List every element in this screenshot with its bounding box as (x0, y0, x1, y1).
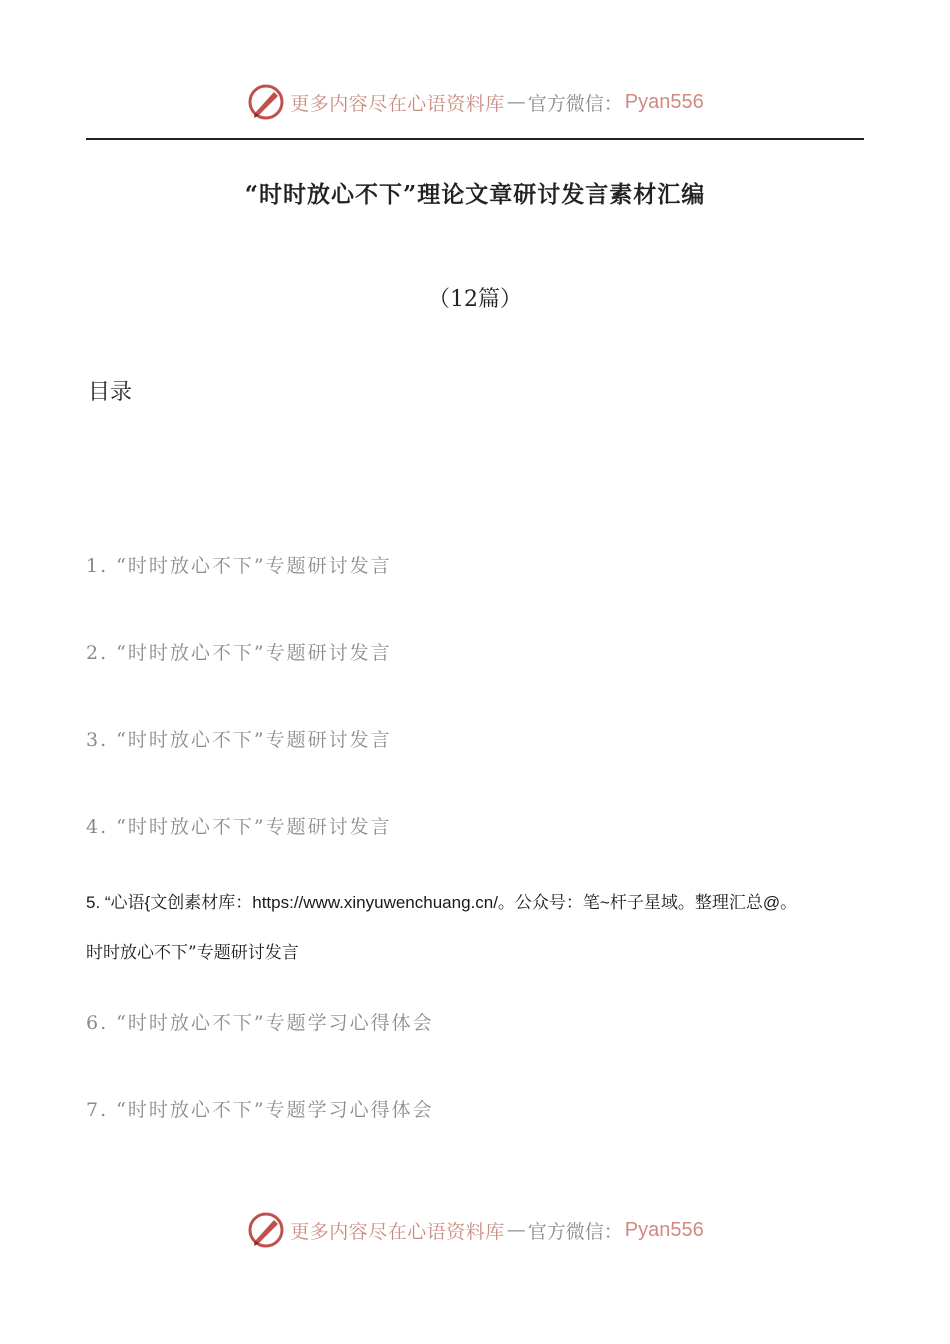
toc-item[interactable]: 2. “时时放心不下”专题研讨发言 (86, 642, 392, 664)
banner-separator: — (506, 1219, 526, 1241)
toc-item[interactable]: 7. “时时放心不下”专题学习心得体会 (86, 1099, 434, 1121)
toc-item[interactable]: 6. “时时放心不下”专题学习心得体会 (86, 1012, 434, 1034)
toc-item[interactable]: 1. “时时放心不下”专题研讨发言 (86, 555, 392, 577)
banner-wechat-label: 官方微信： (527, 92, 623, 115)
document-title: “时时放心不下”理论文章研讨发言素材汇编 (244, 181, 706, 208)
toc-item-5-line1[interactable]: 5. “心语{文创素材库：https://www.xinyuwenchuang.cn/。公众号：笔~杆子星域。整理汇总@。 (86, 893, 798, 912)
toc-heading: 目录 (88, 380, 133, 405)
toc-item[interactable]: 4. “时时放心不下”专题研讨发言 (86, 816, 392, 838)
toc-item[interactable]: 3. “时时放心不下”专题研讨发言 (86, 729, 392, 751)
banner-slogan: 更多内容尽在心语资料库 (290, 92, 505, 115)
banner-wechat-label: 官方微信： (527, 1220, 623, 1243)
article-count: （12篇） (428, 287, 522, 312)
banner-slogan: 更多内容尽在心语资料库 (290, 1220, 505, 1243)
footer-banner (0, 1208, 950, 1252)
banner-wechat-id: Pyan556 (624, 1218, 704, 1241)
header-divider (86, 138, 864, 140)
toc-item-5-line2[interactable]: 时时放心不下”专题研讨发言 (86, 943, 299, 963)
banner-wechat-id: Pyan556 (624, 90, 704, 113)
banner-separator: — (506, 91, 526, 113)
pen-logo-icon (246, 82, 286, 122)
pen-logo-icon (246, 1210, 286, 1250)
header-banner (0, 80, 950, 124)
